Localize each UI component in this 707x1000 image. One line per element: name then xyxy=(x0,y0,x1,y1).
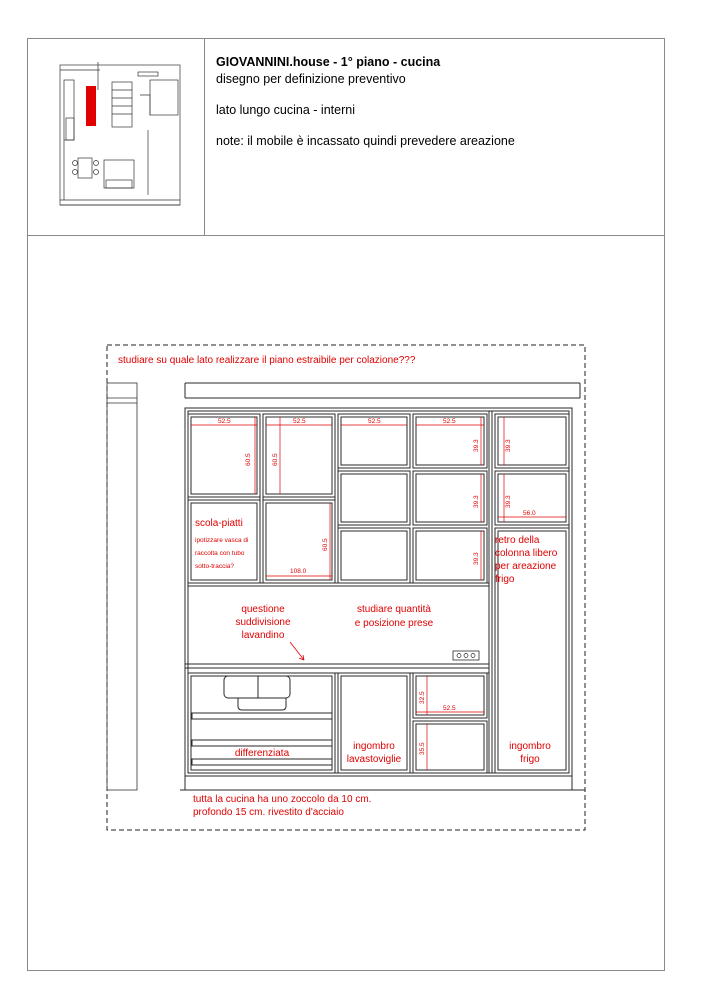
dim-width-3: 52.5 xyxy=(368,418,381,425)
sink-note-1: ipotizzare vasca di xyxy=(195,537,249,544)
dim-height-1: 60.5 xyxy=(245,453,252,466)
dim-width-1: 52.5 xyxy=(218,418,231,425)
outlet-socket-3 xyxy=(471,654,475,658)
worktop xyxy=(185,664,489,673)
fridge-label-2: frigo xyxy=(520,754,540,765)
base-cabinets xyxy=(188,673,487,773)
tall-column xyxy=(495,414,569,773)
differenziata-label: differenziata xyxy=(234,748,290,759)
fridge-back-note-3: per areazione xyxy=(495,561,557,572)
key-plan xyxy=(60,62,180,205)
dim-width-4: 52.5 xyxy=(443,418,456,425)
sink-title: scola-piatti xyxy=(195,518,243,529)
dim-height-4: 39.3 xyxy=(473,439,480,452)
division-note-3: lavandino xyxy=(241,630,285,641)
side-wall xyxy=(107,383,137,790)
outlet-socket-1 xyxy=(457,654,461,658)
plinth-note-1: tutta la cucina ha uno zoccolo da 10 cm. xyxy=(193,794,372,805)
dim-height-5: 39.3 xyxy=(473,495,480,508)
dim-height-10: 35.5 xyxy=(419,742,426,755)
fridge-back-note-2: colonna libero xyxy=(495,548,558,559)
dim-width-7: 52.5 xyxy=(443,705,456,712)
kitchen-highlight xyxy=(86,86,96,126)
plinth-note-2: profondo 15 cm. rivestito d'acciaio xyxy=(193,807,344,818)
project-title: GIOVANNINI.house - 1° piano - cucina xyxy=(216,55,441,69)
fridge-label-1: ingombro xyxy=(509,741,551,752)
drawing-subtitle: disegno per definizione preventivo xyxy=(216,72,406,86)
annotation-arrow xyxy=(290,642,304,660)
dim-width-5: 56.0 xyxy=(523,510,536,517)
view-title: lato lungo cucina - interni xyxy=(216,103,355,117)
division-note-2: suddivisione xyxy=(235,617,291,628)
sink-note-2: raccolta con tubo xyxy=(195,550,245,557)
fridge-back-note-4: frigo xyxy=(495,574,515,585)
division-note-1: questione xyxy=(241,604,285,615)
dim-width-2: 52.5 xyxy=(293,418,306,425)
dim-height-6: 39.3 xyxy=(473,552,480,565)
dimension-lines xyxy=(191,417,566,770)
dim-height-9: 32.5 xyxy=(419,691,426,704)
outlets-note-1: studiare quantità xyxy=(357,604,431,615)
sink-note-3: sotto-traccia? xyxy=(195,563,235,570)
dim-width-6: 108.0 xyxy=(290,568,307,575)
outlet-socket-2 xyxy=(464,654,468,658)
outlets-note-2: e posizione prese xyxy=(354,618,434,629)
drawing-note: note: il mobile è incassato quindi prevedere areazione xyxy=(216,134,515,148)
fridge-back-note-1: retro della xyxy=(495,535,540,546)
dim-height-2: 60.5 xyxy=(272,453,279,466)
dim-height-8: 39.3 xyxy=(505,495,512,508)
dim-height-7: 39.3 xyxy=(505,439,512,452)
dishwasher-label-1: ingombro xyxy=(353,741,395,752)
dim-height-3: 60.5 xyxy=(322,538,329,551)
upper-cabinets xyxy=(188,414,489,586)
dishwasher-label-2: lavastoviglie xyxy=(346,754,402,765)
top-question: studiare su quale lato realizzare il piano estraibile per colazione??? xyxy=(118,355,416,366)
